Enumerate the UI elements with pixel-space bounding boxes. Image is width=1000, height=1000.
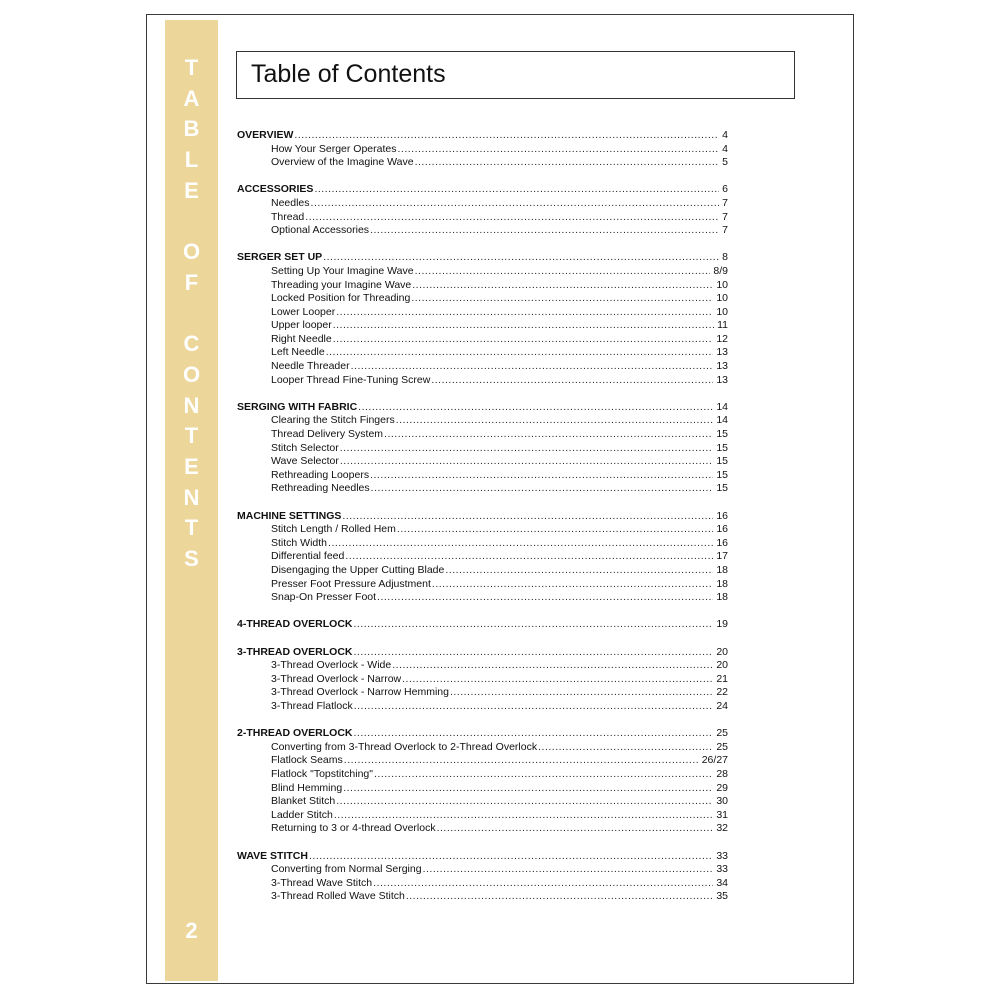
side-tab-letter: L <box>184 147 199 173</box>
toc-entry-label: Threading your Imagine Wave <box>271 278 412 291</box>
toc-section-heading[interactable] <box>237 646 728 660</box>
table-of-contents <box>237 129 728 918</box>
toc-entry[interactable] <box>237 795 728 809</box>
toc-entry-label: 3-THREAD OVERLOCK <box>237 645 353 658</box>
toc-section-heading[interactable] <box>237 510 728 524</box>
dot-leader <box>370 469 713 483</box>
dot-leader <box>305 211 719 225</box>
toc-entry[interactable] <box>237 319 728 333</box>
toc-entry-label: 3-Thread Wave Stitch <box>271 876 373 889</box>
toc-entry-label: 3-Thread Flatlock <box>271 699 353 712</box>
dot-leader <box>406 890 713 904</box>
toc-page-number: 15 <box>716 428 728 441</box>
toc-entry-label: Thread Delivery System <box>271 428 384 441</box>
toc-page-number: 15 <box>716 455 728 468</box>
toc-page-number: 25 <box>716 727 728 740</box>
toc-page-number: 15 <box>716 482 728 495</box>
side-tab-letter: T <box>184 55 199 80</box>
toc-page-number: 31 <box>716 808 728 821</box>
toc-entry[interactable] <box>237 537 728 551</box>
toc-entry-label: Converting from Normal Serging <box>271 863 422 876</box>
toc-page-number: 21 <box>716 672 728 685</box>
toc-entry-label: 3-Thread Overlock - Narrow <box>271 672 402 685</box>
toc-entry-label: 3-Thread Rolled Wave Stitch <box>271 890 405 903</box>
toc-entry-label: Stitch Width <box>271 536 328 549</box>
dot-leader <box>396 414 714 428</box>
dot-leader <box>423 863 714 877</box>
dot-leader <box>314 183 719 197</box>
toc-page-number: 28 <box>716 767 728 780</box>
dot-leader <box>340 455 713 469</box>
toc-page-number: 17 <box>716 550 728 563</box>
toc-page-number: 13 <box>716 346 728 359</box>
toc-page-number: 4 <box>722 129 728 141</box>
toc-entry[interactable] <box>237 374 728 388</box>
dot-leader <box>336 795 713 809</box>
toc-entry-label: Overview of the Imagine Wave <box>271 156 414 169</box>
toc-entry-label: Optional Accessories <box>271 224 370 237</box>
toc-entry-label: Needle Threader <box>271 360 350 373</box>
dot-leader <box>294 129 719 143</box>
toc-entry[interactable] <box>237 768 728 782</box>
dot-leader <box>333 319 714 333</box>
toc-entry[interactable] <box>237 306 728 320</box>
toc-entry-label: Left Needle <box>271 346 325 359</box>
toc-page-number: 12 <box>716 332 728 345</box>
toc-entry[interactable] <box>237 822 728 836</box>
dot-leader <box>402 673 713 687</box>
toc-entry[interactable] <box>237 442 728 456</box>
toc-entry-label: OVERVIEW <box>237 129 294 141</box>
toc-page-number: 10 <box>716 305 728 318</box>
dot-leader <box>326 346 714 360</box>
toc-section-heading[interactable] <box>237 401 728 415</box>
dot-leader <box>351 360 714 374</box>
dot-leader <box>358 401 713 415</box>
dot-leader <box>374 768 713 782</box>
toc-page-number: 16 <box>716 536 728 549</box>
toc-page-number: 15 <box>716 468 728 481</box>
side-tab-letter: T <box>184 515 199 541</box>
toc-entry-label: Differential feed <box>271 550 345 563</box>
toc-page-number: 16 <box>716 523 728 536</box>
toc-entry-label: Needles <box>271 197 310 209</box>
toc-section <box>237 850 728 904</box>
dot-leader <box>340 442 714 456</box>
toc-entry[interactable] <box>237 346 728 360</box>
dot-leader <box>415 265 711 279</box>
dot-leader <box>344 754 699 768</box>
side-tab-letter: N <box>183 484 200 510</box>
toc-entry-label: ACCESSORIES <box>237 183 314 196</box>
side-tab-letter: E <box>184 177 199 203</box>
toc-page-number: 26/27 <box>701 754 728 767</box>
toc-entry-label: Rethreading Loopers <box>271 468 370 481</box>
toc-entry[interactable] <box>237 197 728 211</box>
toc-entry[interactable] <box>237 455 728 469</box>
toc-page-number: 22 <box>716 686 728 699</box>
dot-leader <box>354 700 714 714</box>
toc-page-number: 7 <box>722 224 728 237</box>
toc-page-number: 14 <box>716 400 728 413</box>
toc-entry-label: Returning to 3 or 4-thread Overlock <box>271 822 436 835</box>
toc-entry-label: 2-THREAD OVERLOCK <box>237 727 353 740</box>
toc-entry-label: Locked Position for Threading <box>271 292 411 305</box>
toc-section <box>237 401 728 496</box>
toc-entry[interactable] <box>237 686 728 700</box>
side-tab-letter: F <box>184 269 199 295</box>
side-tab <box>165 20 218 981</box>
toc-page-number: 15 <box>716 441 728 454</box>
dot-leader <box>538 741 713 755</box>
toc-entry[interactable] <box>237 265 728 279</box>
dot-leader <box>450 686 713 700</box>
toc-entry[interactable] <box>237 523 728 537</box>
dot-leader <box>328 537 713 551</box>
toc-entry-label: 3-Thread Overlock - Narrow Hemming <box>271 686 449 699</box>
toc-entry[interactable] <box>237 877 728 891</box>
toc-section-heading[interactable] <box>237 129 728 143</box>
dot-leader <box>437 822 714 836</box>
toc-entry-label: Snap-On Presser Foot <box>271 591 377 604</box>
toc-page-number: 34 <box>716 876 728 889</box>
side-tab-letter: T <box>184 423 199 449</box>
toc-page-number: 19 <box>716 618 728 631</box>
toc-entry[interactable] <box>237 279 728 293</box>
toc-page-number: 33 <box>716 863 728 876</box>
toc-section-heading[interactable] <box>237 727 728 741</box>
dot-leader <box>398 143 720 157</box>
dot-leader <box>343 782 713 796</box>
dot-leader <box>431 374 713 388</box>
toc-section <box>237 129 728 170</box>
toc-entry-label: Ladder Stitch <box>271 808 333 821</box>
toc-page-number: 13 <box>716 373 728 386</box>
toc-entry[interactable] <box>237 673 728 687</box>
dot-leader <box>354 727 714 741</box>
toc-entry-label: Converting from 3-Thread Overlock to 2-Thread Overlock <box>271 740 538 753</box>
toc-entry[interactable] <box>237 292 728 306</box>
toc-entry-label: 3-Thread Overlock - Wide <box>271 659 392 672</box>
toc-entry[interactable] <box>237 482 728 496</box>
dot-leader <box>371 482 714 496</box>
side-tab-letter: N <box>183 392 200 418</box>
toc-entry-label: Flatlock Seams <box>271 754 343 767</box>
dot-leader <box>323 251 719 265</box>
toc-section-heading[interactable] <box>237 183 728 197</box>
toc-page-number: 11 <box>717 319 728 332</box>
toc-page-number: 20 <box>716 645 728 658</box>
toc-page-number: 20 <box>716 659 728 672</box>
toc-entry[interactable] <box>237 360 728 374</box>
toc-page-number: 16 <box>716 509 728 522</box>
toc-section <box>237 646 728 714</box>
dot-leader <box>345 550 713 564</box>
toc-entry-label: Blind Hemming <box>271 781 343 794</box>
toc-entry-label: SERGER SET UP <box>237 251 323 264</box>
toc-entry-label: SERGING WITH FABRIC <box>237 400 358 413</box>
toc-entry[interactable] <box>237 333 728 347</box>
toc-section <box>237 618 728 632</box>
side-tab-letter: O <box>182 239 201 265</box>
toc-page-number: 25 <box>716 740 728 753</box>
toc-entry-label: WAVE STITCH <box>237 849 308 862</box>
dot-leader <box>432 578 713 592</box>
side-tab-letter: E <box>184 453 199 479</box>
dot-leader <box>333 333 714 347</box>
dot-leader <box>373 877 713 891</box>
dot-leader <box>377 591 713 605</box>
toc-entry-label: Flatlock "Topstitching" <box>271 767 373 780</box>
side-tab-letter: C <box>183 331 200 357</box>
toc-entry-label: Looper Thread Fine-Tuning Screw <box>271 373 431 386</box>
toc-entry[interactable] <box>237 428 728 442</box>
toc-entry-label: Clearing the Stitch Fingers <box>271 414 395 427</box>
dot-leader <box>411 292 713 306</box>
side-tab-vertical-title <box>165 53 218 575</box>
dot-leader <box>336 306 713 320</box>
page-title: Table of Contents <box>236 51 795 99</box>
toc-page-number: 33 <box>716 849 728 862</box>
page-number: 2 <box>185 918 198 943</box>
toc-entry[interactable] <box>237 591 728 605</box>
toc-page-number: 10 <box>716 292 728 305</box>
toc-page-number: 6 <box>722 183 728 196</box>
toc-page-number: 7 <box>722 197 728 209</box>
dot-leader <box>370 224 719 238</box>
toc-entry-label: How Your Serger Operates <box>271 142 397 155</box>
side-tab-letter: A <box>183 85 200 111</box>
toc-entry[interactable] <box>237 700 728 714</box>
toc-page-number: 32 <box>716 822 728 835</box>
dot-leader <box>397 523 713 537</box>
toc-entry-label: Right Needle <box>271 332 332 345</box>
dot-leader <box>311 197 720 211</box>
toc-page-number: 14 <box>716 414 728 427</box>
toc-entry-label: 4-THREAD OVERLOCK <box>237 618 353 631</box>
toc-entry-label: Blanket Stitch <box>271 795 336 808</box>
toc-entry-label: MACHINE SETTINGS <box>237 509 342 522</box>
toc-entry-label: Thread <box>271 210 305 223</box>
toc-entry[interactable] <box>237 741 728 755</box>
toc-entry[interactable] <box>237 863 728 877</box>
toc-page-number: 18 <box>716 563 728 576</box>
toc-entry[interactable] <box>237 156 728 170</box>
toc-page-number: 8/9 <box>713 265 728 277</box>
dot-leader <box>354 646 714 660</box>
toc-entry[interactable] <box>237 414 728 428</box>
toc-entry[interactable] <box>237 782 728 796</box>
toc-section <box>237 183 728 237</box>
dot-leader <box>342 510 713 524</box>
toc-section <box>237 510 728 605</box>
toc-entry[interactable] <box>237 754 728 768</box>
toc-section <box>237 727 728 836</box>
toc-section-heading[interactable] <box>237 251 728 265</box>
toc-page-number: 8 <box>722 251 728 264</box>
toc-entry[interactable] <box>237 469 728 483</box>
side-tab-letter: B <box>183 116 200 142</box>
toc-entry-label: Upper looper <box>271 319 332 332</box>
toc-entry-label: Setting Up Your Imagine Wave <box>271 265 414 277</box>
toc-entry[interactable] <box>237 143 728 157</box>
toc-entry-label: Rethreading Needles <box>271 482 370 495</box>
dot-leader <box>309 850 713 864</box>
toc-page-number: 10 <box>716 278 728 291</box>
toc-page-number: 18 <box>716 591 728 604</box>
toc-entry-label: Stitch Selector <box>271 441 339 454</box>
toc-entry[interactable] <box>237 659 728 673</box>
toc-page-number: 18 <box>716 577 728 590</box>
side-tab-letter: S <box>184 546 199 571</box>
toc-entry[interactable] <box>237 224 728 238</box>
dot-leader <box>412 279 713 293</box>
toc-entry-label: Lower Looper <box>271 305 336 318</box>
toc-page-number: 13 <box>716 360 728 373</box>
dot-leader <box>334 809 713 823</box>
toc-entry[interactable] <box>237 564 728 578</box>
dot-leader <box>354 618 714 632</box>
side-tab-letter: O <box>182 361 201 387</box>
toc-section-heading[interactable] <box>237 618 728 632</box>
toc-entry[interactable] <box>237 211 728 225</box>
toc-page-number: 35 <box>716 890 728 903</box>
toc-entry[interactable] <box>237 550 728 564</box>
toc-page-number: 24 <box>716 699 728 712</box>
dot-leader <box>384 428 713 442</box>
toc-entry-label: Presser Foot Pressure Adjustment <box>271 577 431 590</box>
toc-section <box>237 251 728 387</box>
toc-page-number: 30 <box>716 795 728 808</box>
toc-entry[interactable] <box>237 578 728 592</box>
toc-page-number: 29 <box>716 781 728 794</box>
toc-page-number: 4 <box>722 142 728 155</box>
toc-entry-label: Wave Selector <box>271 455 339 468</box>
toc-page-number: 7 <box>722 210 728 223</box>
toc-entry-label: Disengaging the Upper Cutting Blade <box>271 563 445 576</box>
toc-section-heading[interactable] <box>237 850 728 864</box>
dot-leader <box>392 659 713 673</box>
dot-leader <box>415 156 720 170</box>
toc-entry-label: Stitch Length / Rolled Hem <box>271 523 396 536</box>
toc-page-number: 5 <box>722 156 728 169</box>
toc-entry[interactable] <box>237 809 728 823</box>
dot-leader <box>445 564 713 578</box>
toc-entry[interactable] <box>237 890 728 904</box>
